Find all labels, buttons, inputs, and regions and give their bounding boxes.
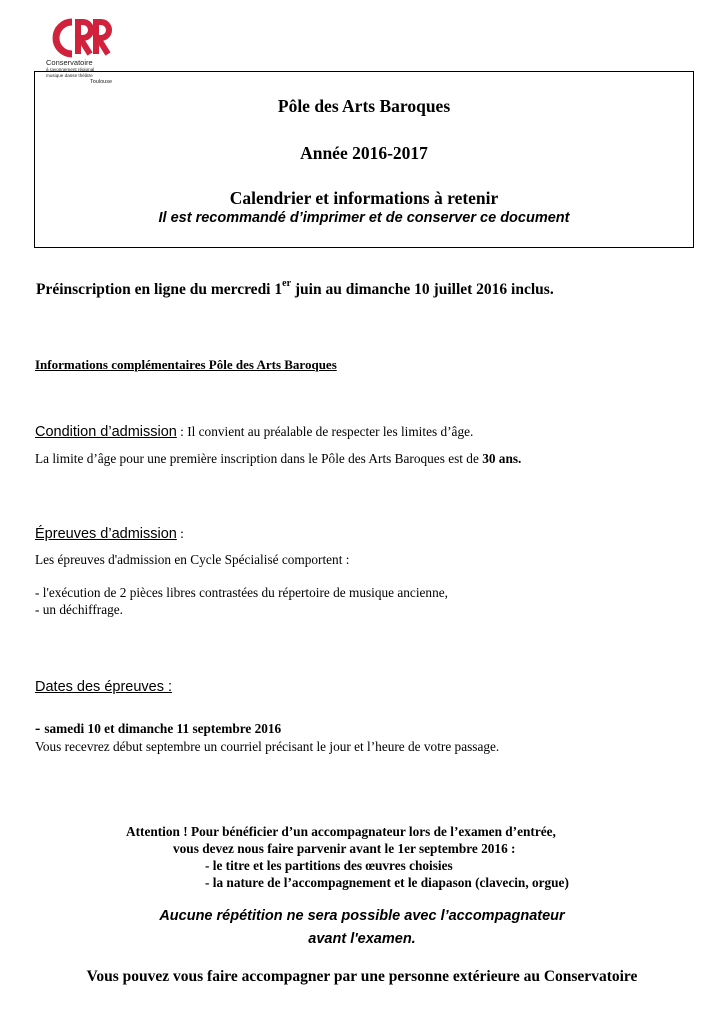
epreuves-item-1: - l'exécution de 2 pièces libres contrastées du répertoire de musique ancienne, (35, 585, 448, 600)
footer-note: Vous pouvez vous faire accompagner par une personne extérieure au Conservatoire (86, 968, 638, 985)
preinscription-text-start: Préinscription en ligne du mercredi 1 (36, 281, 283, 299)
attention-item-2: - la nature de l’accompagnement et le diapason (clavecin, orgue) (205, 875, 569, 890)
epreuves-item-2: - un déchiffrage. (35, 602, 123, 617)
logo-line-3: musique danse théâtre (46, 73, 93, 78)
warning-line-2: avant l'examen. (308, 931, 416, 947)
header-subtitle: Il est recommandé d’imprimer et de conserver ce document (158, 210, 570, 226)
warning-line-1: Aucune répétition ne sera possible avec l’accompagnateur (159, 908, 565, 924)
dates-line (35, 720, 281, 738)
dates-note: Vous recevrez début septembre un courriel précisant le jour et l’heure de votre passage. (35, 739, 500, 754)
dates-label: Dates des épreuves : (35, 679, 173, 695)
condition-text: Il convient au préalable de respecter les limites d’âge. (187, 424, 474, 439)
header-year: Année 2016-2017 (300, 143, 428, 163)
epreuves-label: Épreuves d’admission (35, 526, 177, 542)
attention-line-1: Attention ! Pour bénéficier d’un accompagnateur lors de l’examen d’entrée, (126, 824, 556, 839)
epreuves-intro: Les épreuves d'admission en Cycle Spécialisé comportent : (35, 552, 350, 567)
header-title: Pôle des Arts Baroques (277, 96, 451, 116)
condition-label: Condition d’admission (35, 424, 177, 440)
logo-line-4: Toulouse (90, 79, 113, 85)
attention-item-1: - le titre et les partitions des œuvres choisies (205, 858, 453, 873)
logo-line-1: Conservatoire (46, 58, 93, 67)
header-box (34, 71, 694, 248)
dates-value: samedi 10 et dimanche 11 septembre 2016 (44, 721, 282, 736)
preinscription-line (36, 280, 554, 299)
crr-logo-mark (52, 18, 114, 58)
age-limit-line (35, 451, 521, 467)
condition-separator: : (176, 424, 188, 439)
age-limit-value: 30 ans. (482, 451, 522, 466)
epreuves-separator: : (176, 526, 184, 541)
condition-line (35, 423, 473, 441)
info-heading: Informations complémentaires Pôle des Arts Baroques (35, 357, 337, 372)
logo-line-2: à rayonnement régional (46, 67, 95, 72)
preinscription-text-end: juin au dimanche 10 juillet 2016 inclus. (291, 281, 554, 299)
epreuves-heading (35, 525, 184, 543)
attention-line-2: vous devez nous faire parvenir avant le 1er septembre 2016 : (173, 841, 516, 856)
dates-dash: - (35, 720, 45, 737)
header-calendar-title: Calendrier et informations à retenir (229, 188, 499, 208)
age-limit-text: La limite d’âge pour une première inscription dans le Pôle des Arts Baroques est de (35, 451, 483, 466)
preinscription-sup: er (282, 278, 292, 289)
